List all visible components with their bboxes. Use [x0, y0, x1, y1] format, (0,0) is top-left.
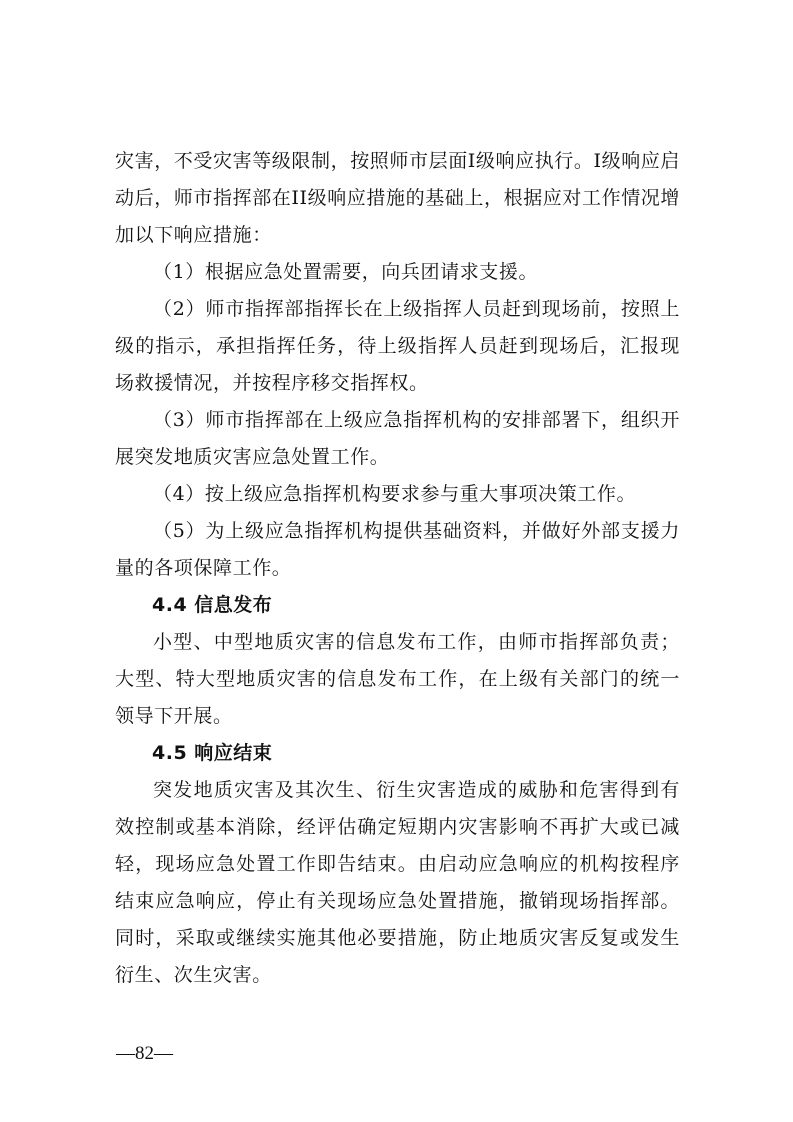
- paragraph-level1-response: 灾害，不受灾害等级限制，按照师市层面I级响应执行。I级响应启动后，师市指挥部在II级响应措施的基础上，根据应对工作情况增加以下响应措施：: [115, 150, 681, 246]
- paragraph-measure-1: （1）根据应急处置需要，向兵团请求支援。: [153, 261, 539, 283]
- paragraph-info-release: 小型、中型地质灾害的信息发布工作，由师市指挥部负责；大型、特大型地质灾害的信息发布工作，在上级有关部门的统一领导下开展。: [115, 631, 680, 727]
- paragraph-measure-5: （5）为上级应急指挥机构提供基础资料，并做好外部支援力量的各项保障工作。: [115, 520, 680, 579]
- paragraph-response-end: 突发地质灾害及其次生、衍生灾害造成的威胁和危害得到有效控制或基本消除，经评估确定短期内灾害影响不再扩大或已减轻，现场应急处置工作即告结束。由启动应急响应的机构按程序结束应急响应，停止有关现场应急处置措施，撤销现场指挥部。同时，采取或继续实施其他必要措施，防止地质灾害反复或发生衍生、次生灾害。: [115, 779, 680, 986]
- paragraph-measure-4: （4）按上级应急指挥机构要求参与重大事项决策工作。: [153, 483, 637, 505]
- page-number: —82—: [116, 1043, 173, 1064]
- paragraph-measure-2: （2）师市指挥部指挥长在上级指挥人员赶到现场前，按照上级的指示，承担指挥任务，待上级指挥人员赶到现场后，汇报现场救援情况，并按程序移交指挥权。: [115, 298, 680, 394]
- paragraph-measure-3: （3）师市指挥部在上级应急指挥机构的安排部署下，组织开展突发地质灾害应急处置工作。: [115, 409, 680, 468]
- section-heading-4-4: 4.4 信息发布: [152, 594, 273, 616]
- section-heading-4-5: 4.5 响应结束: [152, 742, 273, 764]
